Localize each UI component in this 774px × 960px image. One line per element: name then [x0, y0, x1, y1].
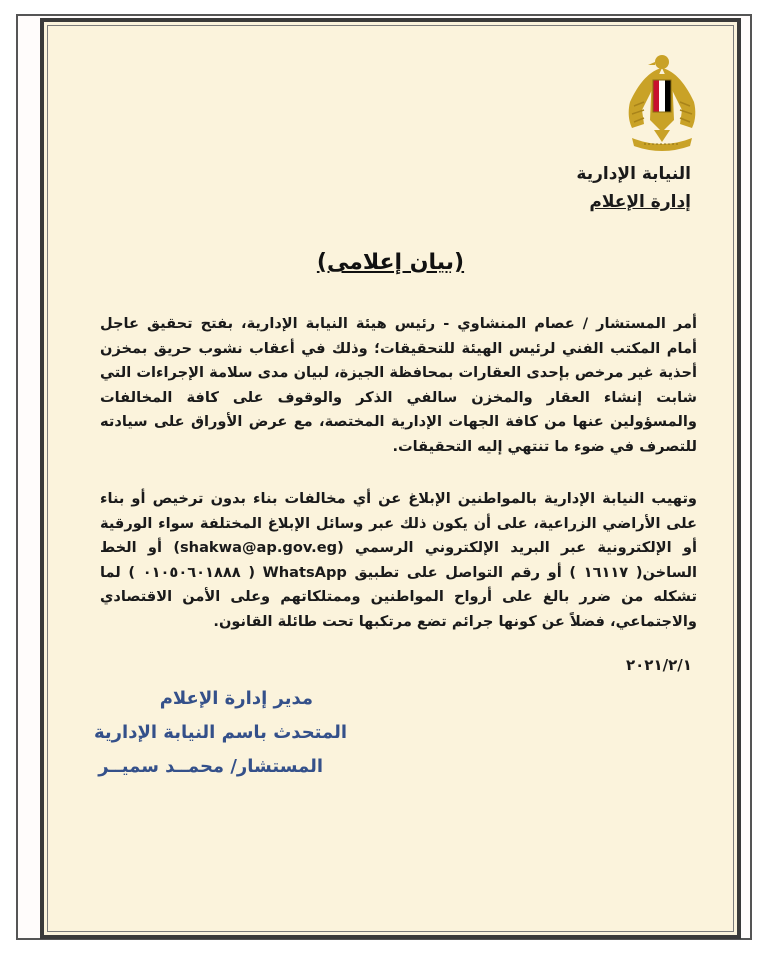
document-date: ٢٠٢١/٢/١: [626, 656, 692, 674]
signature-role: المتحدث باسم النيابة الإدارية: [94, 722, 348, 743]
document-border: [40, 18, 741, 939]
organization-heading: [576, 160, 691, 216]
signature-title: مدير إدارة الإعلام: [159, 688, 314, 709]
organization-name: النيابة الإدارية: [576, 164, 691, 184]
signature-name: المستشار/ محمــد سميــر: [98, 756, 324, 777]
statement-paragraph-1: أمر المستشار / عصام المنشاوي - رئيس هيئة النيابة الإدارية، بفتح تحقيق عاجل أمام المكتب الفني لرئيس الهيئة للتحقيقات؛ وذلك في أعقاب نشوب حريق بمخزن أحذية غير مرخص بإحدى العقارات بمحافظة الجيزة، لبيان مدى سلامة الإجراءات التي شابت إنشاء العقار والمخزن سالفي الذكر والوقوف على كافة المخالفات والمسؤولين عنها من كافة الجهات الإدارية المختصة، مع عرض الأوراق على سيادته للتصرف في ضوء ما تنتهي إليه التحقيقات.: [100, 315, 697, 455]
document-title: [44, 250, 737, 275]
department-name: إدارة الإعلام: [589, 192, 691, 212]
statement-paragraph-2: وتهيب النيابة الإدارية بالمواطنين الإبلاغ عن أي مخالفات بناء بدون ترخيص أو بناء على الأراضي الزراعية، على أن يكون ذلك عبر وسائل الإبلاغ المختلفة سواء الورقية أو الإلكترونية عبر البريد الإلكتروني الرسمي (shakwa@ap.gov.eg) أو الخط الساخن( ١٦١١٧ ) أو رقم التواصل على تطبيق WhatsApp ( ٠١٠٥٠٦٠١٨٨٨ ) لما تشكله من ضرر بالغ على أرواح المواطنين وممتلكاتهم وعلى الأمن الاقتصادي والاجتماعي، فضلاً عن كونها جرائم تضع مرتكبها تحت طائلة القانون.: [100, 490, 697, 630]
title-text: (بيان إعلامى): [316, 250, 465, 275]
signature-block: [94, 682, 348, 784]
egypt-eagle-emblem-icon: [622, 50, 702, 154]
document-page: [16, 14, 752, 940]
